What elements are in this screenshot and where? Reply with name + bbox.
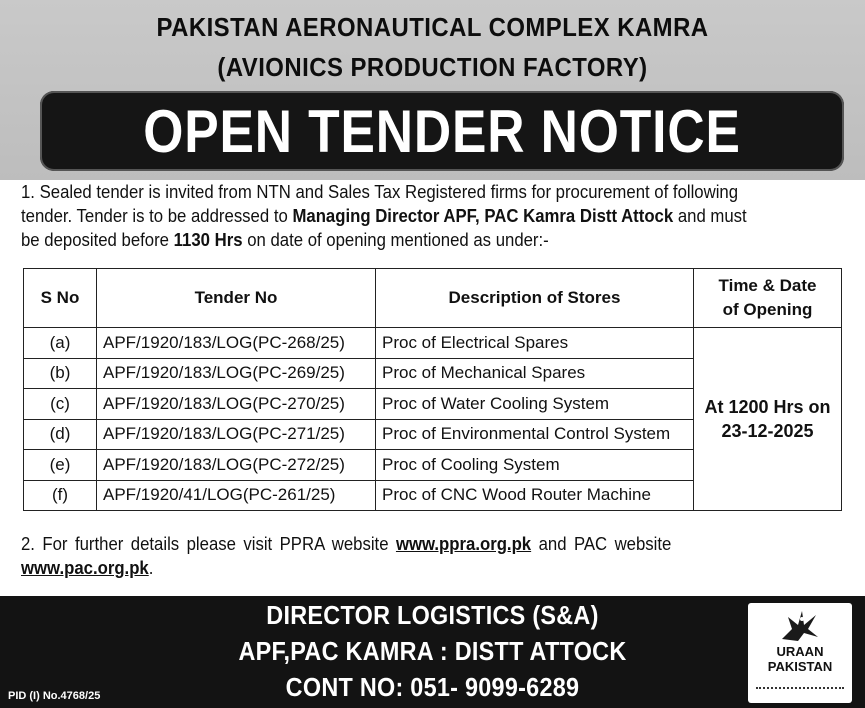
tender-instructions-paragraph [21,180,793,252]
ppra-website-link[interactable]: www.ppra.org.pk [395,534,532,554]
header-description: Description of Stores [376,269,694,328]
cell-description: Proc of Mechanical Spares [376,358,694,389]
cell-sno: (e) [24,450,97,481]
notice-title-bar [40,91,844,171]
logo-text-pakistan: PAKISTAN [767,659,833,674]
logo-urdu-tagline [756,681,844,689]
paragraph-text: on date of opening mentioned as under:- [242,230,549,250]
contact-number: CONT NO: 051- 9099-6289 [285,672,580,702]
paragraph-line-1: 1. Sealed tender is invited from NTN and Sales Tax Registered firms for procurement of following [21,182,739,202]
cell-tender-no: APF/1920/183/LOG(PC-272/25) [97,450,376,481]
cell-opening-time [694,328,842,511]
cell-tender-no: APF/1920/183/LOG(PC-270/25) [97,389,376,420]
logo-text-uraan: URAAN [776,644,824,659]
opening-date: 23-12-2025 [721,421,814,441]
cell-description: Proc of Electrical Spares [376,328,694,359]
paragraph-text: and PAC website [531,534,672,554]
cell-tender-no: APF/1920/41/LOG(PC-261/25) [97,480,376,511]
footer-banner [0,596,865,708]
issuer-address: APF,PAC KAMRA : DISTT ATTOCK [238,636,627,666]
issuer-title: DIRECTOR LOGISTICS (S&A) [266,600,599,630]
header-time-date [694,269,842,328]
cell-sno: (d) [24,419,97,450]
cell-description: Proc of Water Cooling System [376,389,694,420]
cell-sno: (a) [24,328,97,359]
pid-number: PID (I) No.4768/25 [8,690,101,702]
cell-sno: (b) [24,358,97,389]
cell-tender-no: APF/1920/183/LOG(PC-271/25) [97,419,376,450]
cell-description: Proc of CNC Wood Router Machine [376,480,694,511]
paragraph-line-2 [21,204,793,228]
header-time-line2: of Opening [722,300,813,319]
paragraph-text: and must [673,206,747,226]
paragraph-text: 2. For further details please visit PPRA website [21,534,396,554]
notice-title: OPEN TENDER NOTICE [143,98,741,165]
further-details-paragraph [21,532,793,580]
cell-tender-no: APF/1920/183/LOG(PC-268/25) [97,328,376,359]
eagle-icon [778,609,822,645]
opening-time: At 1200 Hrs on [704,397,831,417]
header-banner [0,0,865,180]
table-header-row [24,269,842,328]
addressee: Managing Director APF, PAC Kamra Distt Attock [292,206,674,226]
tender-table [23,268,842,511]
paragraph-text: tender. Tender is to be addressed to [21,206,293,226]
paragraph-text: be deposited before [21,230,174,250]
cell-description: Proc of Environmental Control System [376,419,694,450]
header-time-line1: Time & Date [718,276,817,295]
header-tender-no: Tender No [97,269,376,328]
paragraph-line-3 [21,228,793,252]
factory-name: (AVIONICS PRODUCTION FACTORY) [217,52,648,82]
cell-tender-no: APF/1920/183/LOG(PC-269/25) [97,358,376,389]
table-row [24,328,842,359]
deadline-time: 1130 Hrs [173,230,243,250]
cell-sno: (f) [24,480,97,511]
paragraph-text: . [148,558,154,578]
pac-website-link[interactable]: www.pac.org.pk [21,558,149,578]
cell-description: Proc of Cooling System [376,450,694,481]
cell-sno: (c) [24,389,97,420]
header-sno: S No [24,269,97,328]
organization-name: PAKISTAN AERONAUTICAL COMPLEX KAMRA [156,12,709,42]
uraan-pakistan-logo [748,603,852,703]
